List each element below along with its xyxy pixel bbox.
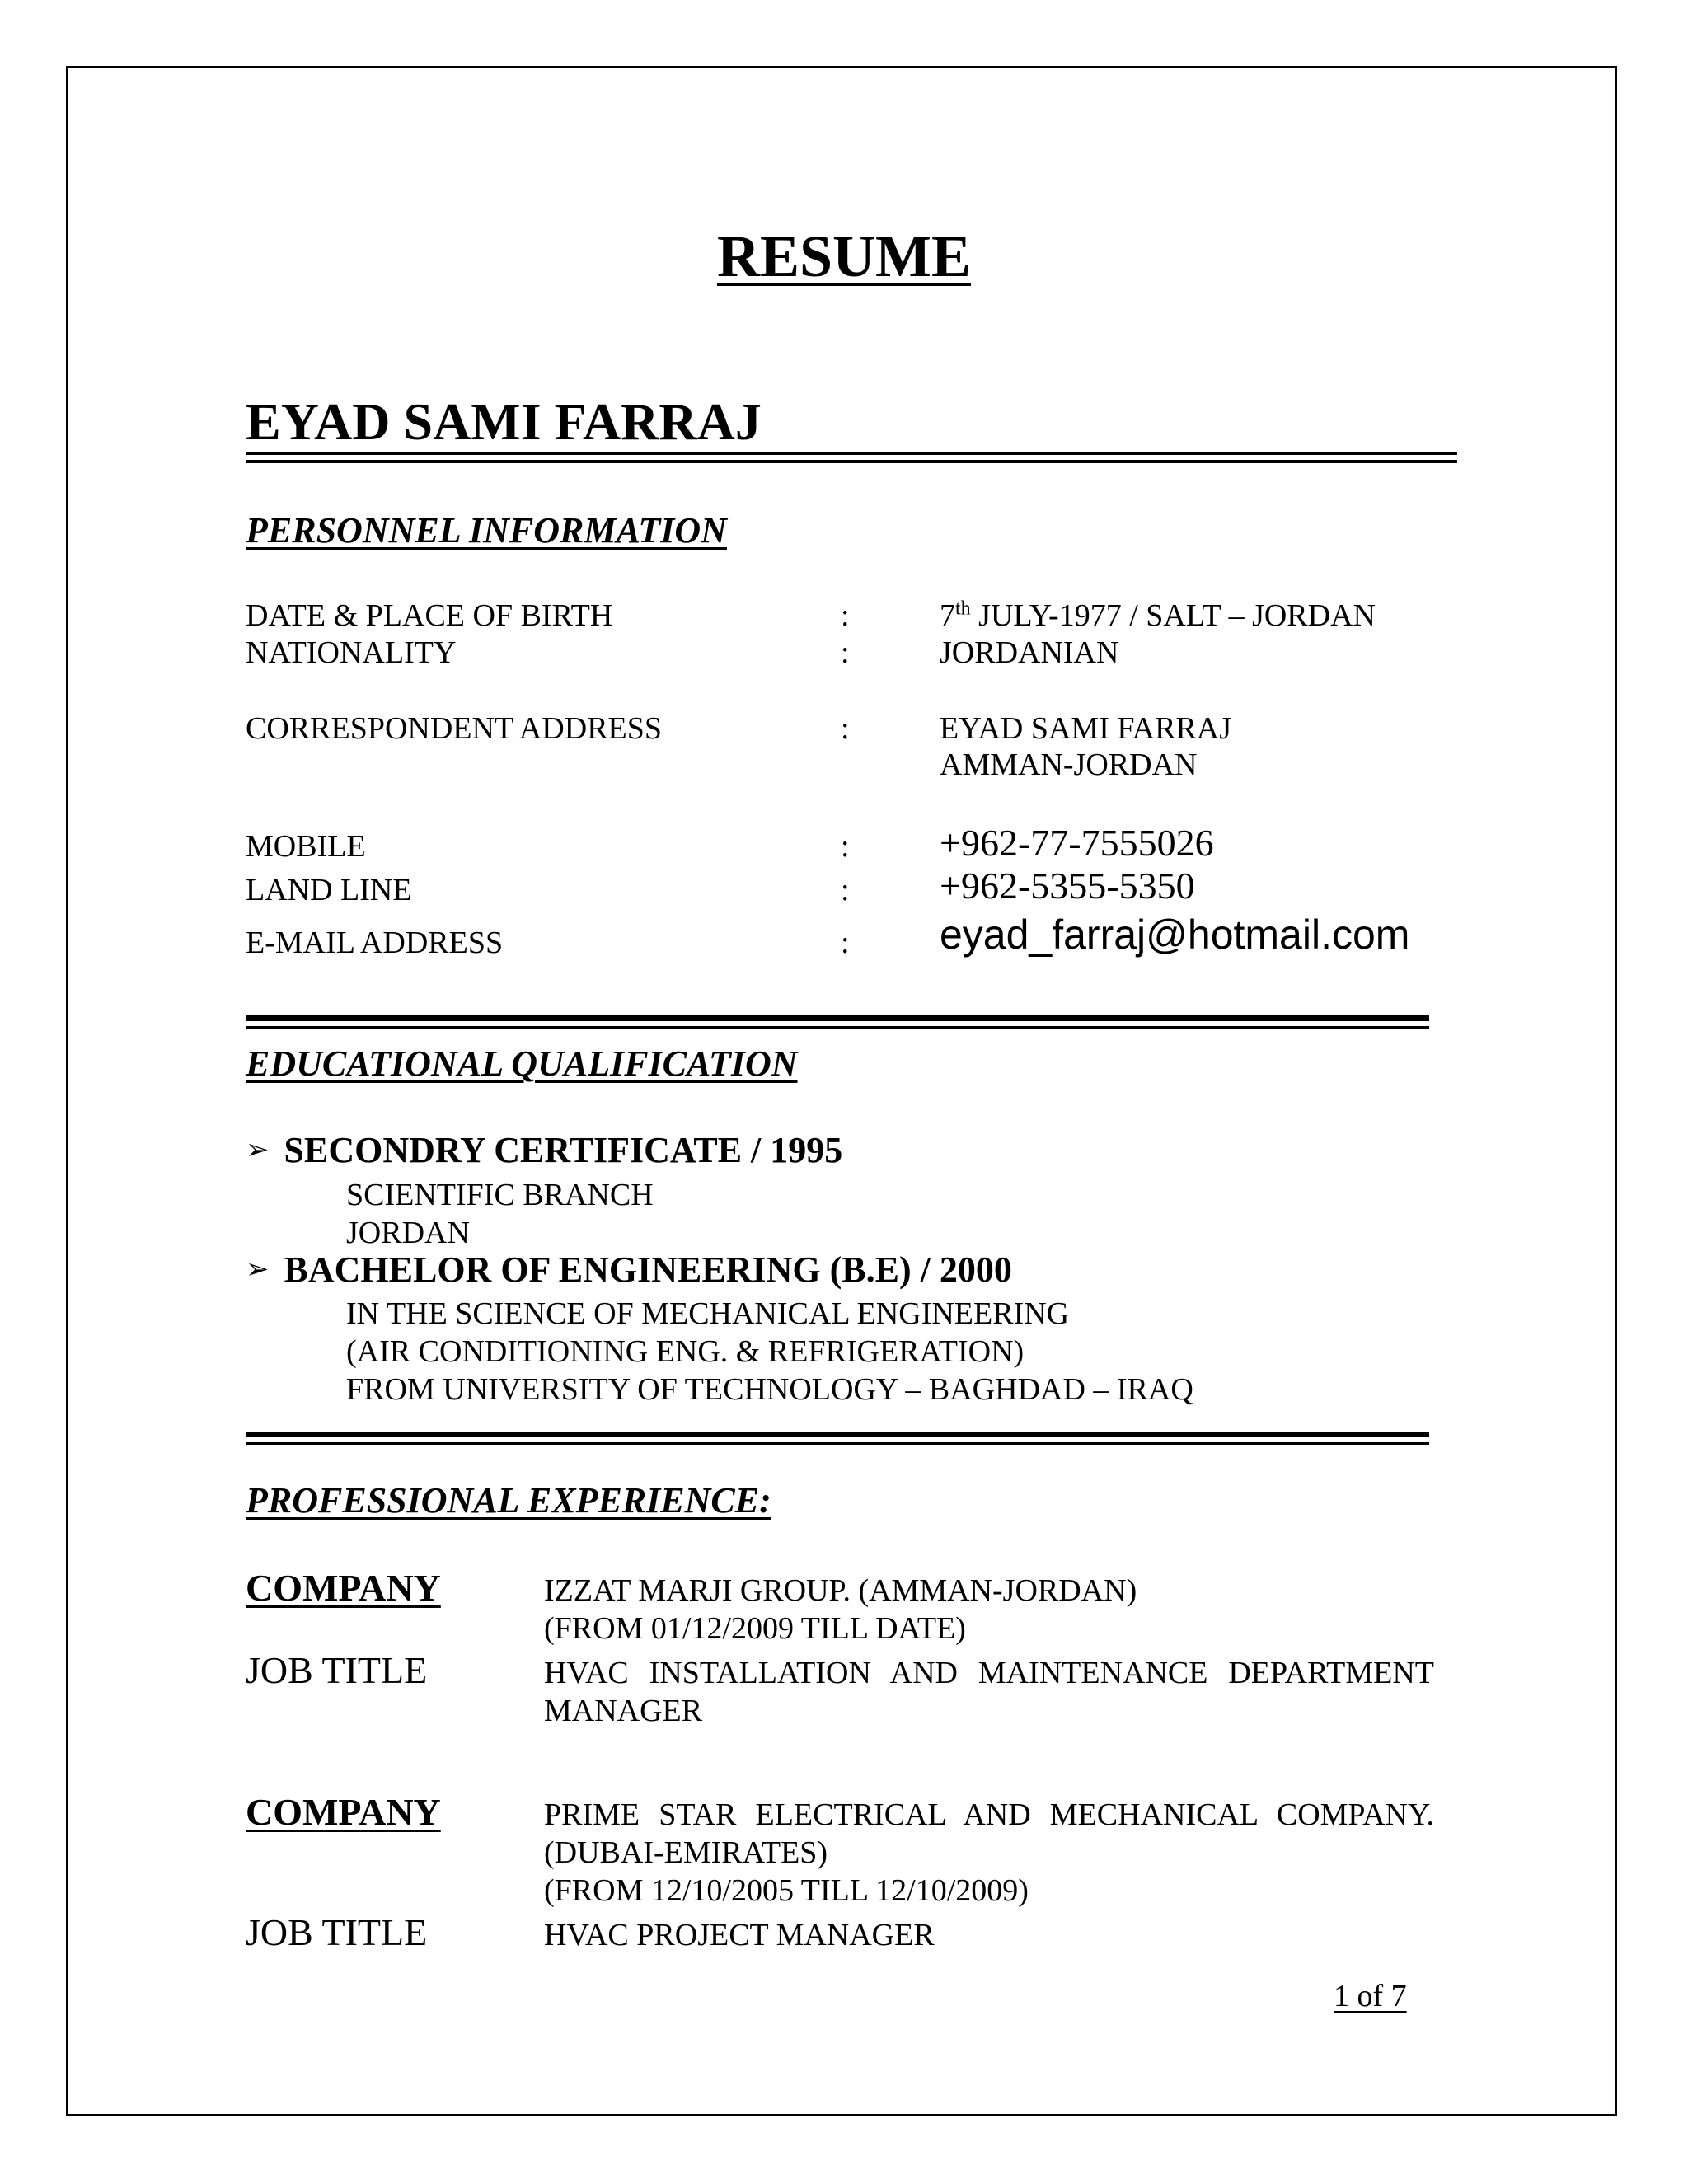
email-label: E-MAIL ADDRESS	[246, 926, 504, 960]
section-divider	[246, 1432, 1429, 1445]
page-number: 1 of 7	[1334, 1979, 1407, 2013]
address-line: EYAD SAMI FARRAJ	[940, 711, 1232, 746]
education-detail: (AIR CONDITIONING ENG. & REFRIGERATION)	[346, 1334, 1025, 1369]
education-detail: FROM UNIVERSITY OF TECHNOLOGY – BAGHDAD – IRAQ	[346, 1372, 1193, 1407]
mobile-value: +962-77-7555026	[940, 822, 1214, 864]
job-title: HVAC PROJECT MANAGER	[544, 1918, 935, 1952]
address-line: AMMAN-JORDAN	[940, 748, 1198, 782]
education-detail: JORDAN	[346, 1216, 470, 1250]
candidate-name: EYAD SAMI FARRAJ	[246, 392, 762, 451]
dob-value: 7th JULY-1977 / SALT – JORDAN	[940, 598, 1376, 633]
colon: :	[841, 598, 850, 633]
section-heading-experience: PROFESSIONAL EXPERIENCE:	[246, 1480, 771, 1521]
education-item-title: ➢ BACHELOR OF ENGINEERING (B.E) / 2000	[246, 1249, 1012, 1290]
company-label: COMPANY	[246, 1567, 441, 1609]
colon: :	[841, 829, 850, 864]
section-divider	[246, 1015, 1429, 1029]
section-heading-education: EDUCATIONAL QUALIFICATION	[246, 1043, 798, 1084]
address-label: CORRESPONDENT ADDRESS	[246, 711, 663, 746]
landline-label: LAND LINE	[246, 873, 412, 907]
colon: :	[841, 635, 850, 670]
company-location: (DUBAI-EMIRATES)	[544, 1835, 828, 1870]
landline-value: +962-5355-5350	[940, 865, 1195, 907]
nationality-value: JORDANIAN	[940, 635, 1119, 670]
education-detail: SCIENTIFIC BRANCH	[346, 1178, 654, 1212]
nationality-label: NATIONALITY	[246, 635, 457, 670]
company-period: (FROM 01/12/2009 TILL DATE)	[544, 1611, 966, 1646]
arrow-bullet-icon: ➢	[246, 1253, 270, 1286]
colon: :	[841, 873, 850, 907]
colon: :	[841, 926, 850, 960]
email-value[interactable]: eyad_farraj@hotmail.com	[940, 912, 1410, 958]
job-title-continued: MANAGER	[544, 1694, 703, 1728]
company-name: PRIME STAR ELECTRICAL AND MECHANICAL COMPANY.	[544, 1797, 1434, 1832]
mobile-label: MOBILE	[246, 829, 366, 864]
colon: :	[841, 711, 850, 746]
section-heading-personnel: PERSONNEL INFORMATION	[246, 510, 727, 551]
company-period: (FROM 12/10/2005 TILL 12/10/2009)	[544, 1873, 1029, 1908]
education-detail: IN THE SCIENCE OF MECHANICAL ENGINEERING	[346, 1296, 1070, 1331]
dob-label: DATE & PLACE OF BIRTH	[246, 598, 613, 633]
company-name: IZZAT MARJI GROUP. (AMMAN-JORDAN)	[544, 1573, 1137, 1608]
document-title: RESUME	[716, 223, 972, 289]
name-double-rule	[246, 452, 1457, 463]
education-item-title: ➢ SECONDRY CERTIFICATE / 1995	[246, 1130, 843, 1170]
company-label: COMPANY	[246, 1791, 441, 1833]
job-title-label: JOB TITLE	[246, 1649, 428, 1691]
job-title: HVAC INSTALLATION AND MAINTENANCE DEPARTMENT	[544, 1656, 1434, 1690]
job-title-label: JOB TITLE	[246, 1911, 428, 1953]
arrow-bullet-icon: ➢	[246, 1133, 270, 1166]
